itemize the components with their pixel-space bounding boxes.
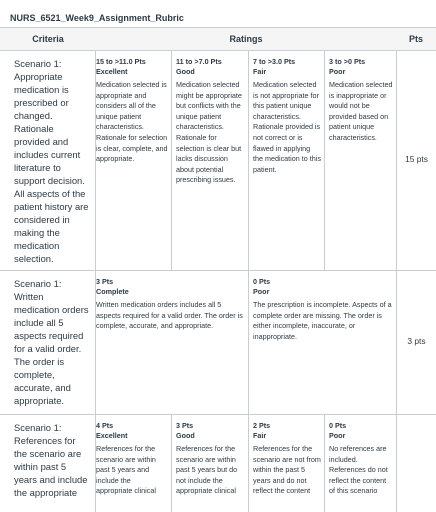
rating-excellent — [96, 50, 172, 270]
rating-title: Poor — [329, 431, 346, 440]
rating-fair — [249, 50, 325, 270]
criterion-cell: Scenario 1: References for the scenario are within past 5 years and include the appropriate — [0, 414, 96, 512]
rating-poor — [325, 414, 396, 512]
points-value: 15 pts — [405, 154, 428, 164]
criterion-cell: Scenario 1: Appropriate medication is prescribed or changed. Rationale provided and includes current literature to support decision. All aspects of the patient history are considered in making the medication selection. — [0, 50, 96, 270]
rating-points: 11 to >7.0 Pts — [176, 57, 222, 66]
pts-header: Pts — [408, 34, 423, 44]
rubric-row-medication-selection — [0, 50, 436, 271]
rating-description: References for the scenario are within past 5 years but do not include the appropriate clinical — [176, 444, 238, 496]
rating-description: References for the scenario are not from within the past 5 years and do not reflect the content — [253, 444, 321, 496]
rating-description: Written medication orders includes all 5 aspects required for a valid order. The order is complete, accurate, and appropriate. — [96, 300, 243, 331]
rating-good — [172, 414, 249, 512]
rating-title: Excellent — [96, 67, 128, 76]
rating-fair — [249, 414, 325, 512]
rubric-title: NURS_6521_Week9_Assignment_Rubric — [0, 8, 436, 28]
rating-title: Good — [176, 431, 195, 440]
rating-points: 3 Pts — [176, 421, 194, 430]
rating-description: Medication selected is appropriate and considers all of the unique patient characteristics. Rationale for selection is clear, complete, and appropriate. — [96, 80, 168, 164]
rating-title: Poor — [253, 287, 270, 296]
criteria-header: Criteria — [32, 34, 64, 44]
points-value: 3 pts — [407, 336, 426, 346]
rating-description: Medication selected is not appropriate for this patient unique characteristics. Rationale provided is not correct or is flawed in applying the medication to this patient. — [253, 80, 321, 174]
rating-title: Fair — [253, 67, 267, 76]
rating-description: Medication selected is inappropriate or would not be provided based on patient unique characteristics. — [329, 80, 393, 142]
rating-description: The prescription is incomplete. Aspects of a complete order are missing. The order is either incomplete, inaccurate, or inappropriate. — [253, 300, 392, 341]
rating-points: 15 to >11.0 Pts — [96, 57, 146, 66]
rating-excellent — [96, 414, 172, 512]
rating-title: Good — [176, 67, 195, 76]
rating-title: Complete — [96, 287, 129, 296]
rating-points: 0 Pts — [253, 277, 271, 286]
rating-good — [172, 50, 249, 270]
rubric-row-references — [0, 414, 436, 512]
points-cell — [396, 50, 436, 270]
rating-points: 4 Pts — [96, 421, 114, 430]
rating-title: Poor — [329, 67, 346, 76]
rubric-header-row — [0, 28, 436, 51]
rating-points: 7 to >3.0 Pts — [253, 57, 296, 66]
criterion-cell: Scenario 1: Written medication orders include all 5 aspects required for a valid order. The order is complete, accurate, and appropriate. — [0, 270, 96, 414]
ratings-cell — [96, 270, 396, 414]
ratings-cell — [96, 414, 396, 512]
rating-points: 0 Pts — [329, 421, 347, 430]
rating-complete — [96, 270, 249, 414]
rating-description: References for the scenario are within past 5 years and include the appropriate clinical — [96, 444, 156, 496]
rating-description: No references are included. References do not reflect the content of this scenario — [329, 444, 388, 496]
points-cell — [396, 414, 436, 512]
rating-description: Medication selected might be appropriate but conflicts with the unique patient characteristics. Rationale for selection is clear but lacks discussion about potential prescribing issues. — [176, 80, 242, 185]
rating-points: 3 to >0 Pts — [329, 57, 366, 66]
rating-points: 2 Pts — [253, 421, 271, 430]
rubric-row-written-orders — [0, 270, 436, 415]
ratings-header: Ratings — [229, 34, 263, 44]
rating-title: Fair — [253, 431, 267, 440]
ratings-cell — [96, 50, 396, 270]
points-cell — [396, 270, 436, 414]
rating-title: Excellent — [96, 431, 128, 440]
rating-poor — [325, 50, 396, 270]
rating-poor — [249, 270, 396, 414]
rating-points: 3 Pts — [96, 277, 114, 286]
